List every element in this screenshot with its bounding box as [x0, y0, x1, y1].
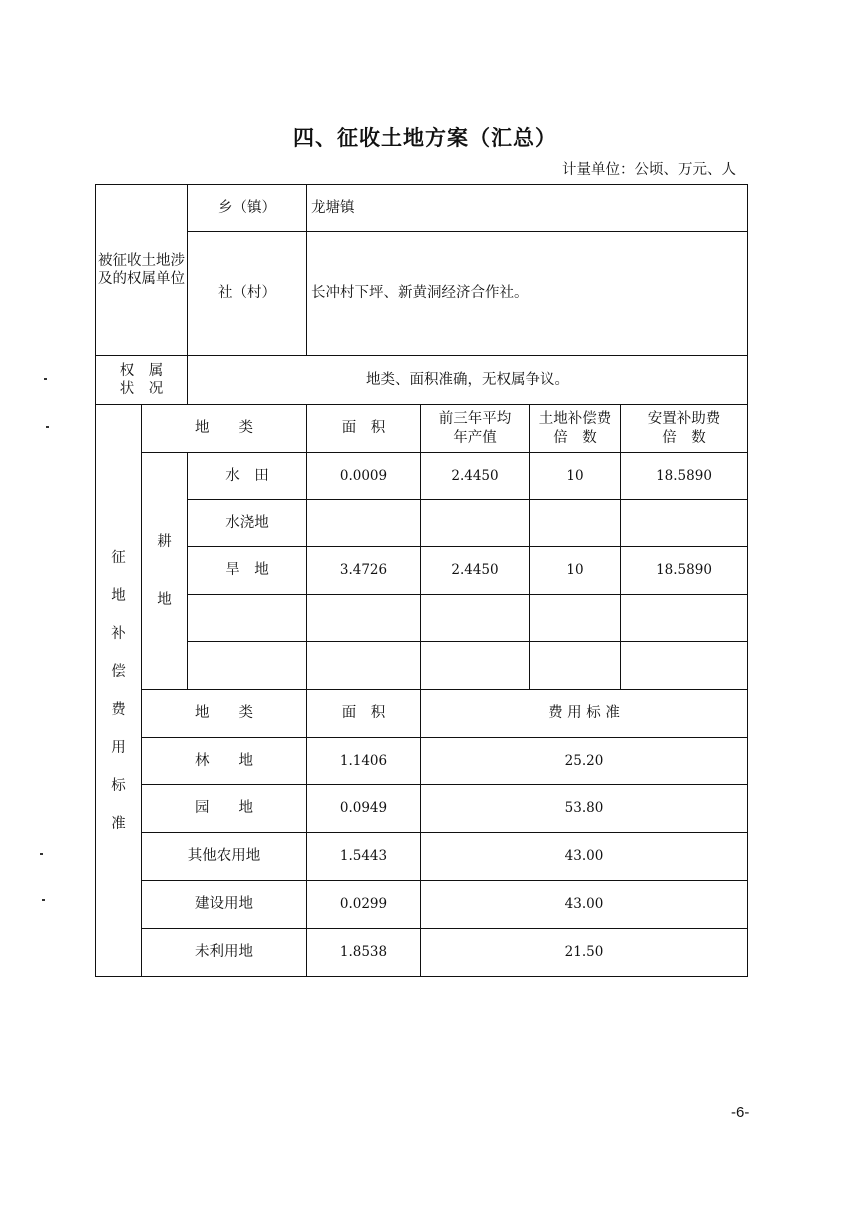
section-char: 征 — [111, 549, 126, 566]
header-line: 土地补偿费 — [538, 411, 612, 428]
page-number: -6- — [731, 1104, 750, 1121]
unit-note: 计量单位：公顷、万元、人 — [562, 162, 736, 178]
header-line: 倍 数 — [662, 429, 706, 446]
table-row — [96, 453, 748, 500]
resettle-multiple — [621, 642, 748, 690]
table-row — [96, 881, 748, 929]
township-row — [96, 185, 748, 232]
fee-standard: 25.20 — [421, 738, 748, 785]
section-char: 准 — [111, 815, 126, 832]
section-char: 偿 — [111, 663, 126, 680]
table-row — [96, 500, 748, 547]
scan-mark — [42, 899, 45, 901]
ownership-status-row — [96, 356, 748, 405]
resettle-multiple: 18.5890 — [621, 547, 748, 595]
page-title: 四、征收土地方案（汇总） — [293, 126, 557, 150]
header-line: 倍 数 — [553, 429, 597, 446]
avg-output — [421, 595, 530, 642]
land-type — [188, 595, 307, 642]
land-comp-multiple — [530, 642, 621, 690]
area: 0.0299 — [307, 881, 421, 929]
table-row — [96, 785, 748, 833]
header-resettle-multiple — [621, 405, 748, 453]
header-land-comp-multiple — [530, 405, 621, 453]
table-row — [96, 642, 748, 690]
fee-standard: 21.50 — [421, 929, 748, 977]
header-avg-output — [421, 405, 530, 453]
village-row — [96, 232, 748, 356]
land-acquisition-table — [95, 184, 748, 977]
table-row — [96, 738, 748, 785]
land-type: 未利用地 — [142, 929, 307, 977]
land-type: 其他农用地 — [142, 833, 307, 881]
group-char: 地 — [157, 592, 172, 608]
ownership-label-line: 及的权属单位 — [98, 271, 185, 287]
section-char: 费 — [111, 701, 126, 718]
fee-standard: 53.80 — [421, 785, 748, 833]
table-row — [96, 929, 748, 977]
ownership-status-value: 地类、面积准确，无权属争议。 — [188, 356, 748, 405]
avg-output — [421, 642, 530, 690]
area — [307, 500, 421, 547]
ownership-status-label — [96, 356, 188, 405]
section-char: 地 — [111, 587, 126, 604]
scan-mark — [40, 853, 43, 855]
land-comp-multiple — [530, 595, 621, 642]
cultivated-header-row — [96, 405, 748, 453]
land-type: 建设用地 — [142, 881, 307, 929]
land-type — [188, 642, 307, 690]
land-comp-multiple — [530, 500, 621, 547]
avg-output: 2.4450 — [421, 453, 530, 500]
fee-standard: 43.00 — [421, 833, 748, 881]
land-type: 园 地 — [142, 785, 307, 833]
area — [307, 595, 421, 642]
table-row — [96, 547, 748, 595]
header-line: 年产值 — [453, 429, 497, 446]
avg-output: 2.4450 — [421, 547, 530, 595]
resettle-multiple — [621, 500, 748, 547]
header-fee-standard: 费 用 标 准 — [421, 690, 748, 738]
header-line: 安置补助费 — [647, 411, 721, 428]
resettle-multiple — [621, 595, 748, 642]
village-value: 长冲村下坪、新黄洞经济合作社。 — [307, 232, 748, 356]
area: 1.1406 — [307, 738, 421, 785]
land-type: 林 地 — [142, 738, 307, 785]
group-char: 耕 — [157, 534, 172, 550]
fee-standard: 43.00 — [421, 881, 748, 929]
ownership-label-line: 被征收土地涉 — [98, 252, 185, 269]
land-type: 水浇地 — [188, 500, 307, 547]
header-land-type: 地 类 — [142, 690, 307, 738]
township-label: 乡（镇） — [188, 185, 307, 232]
cultivated-group-label — [142, 453, 188, 690]
land-comp-multiple: 10 — [530, 453, 621, 500]
status-label-line: 权 属 — [119, 362, 164, 379]
area — [307, 642, 421, 690]
other-header-row — [96, 690, 748, 738]
status-label-line: 状 况 — [119, 381, 164, 397]
township-value: 龙塘镇 — [307, 185, 748, 232]
compensation-section-label — [96, 405, 142, 977]
section-char: 补 — [111, 625, 126, 642]
header-area: 面 积 — [307, 405, 421, 453]
area: 1.5443 — [307, 833, 421, 881]
resettle-multiple: 18.5890 — [621, 453, 748, 500]
area: 3.4726 — [307, 547, 421, 595]
ownership-section-label — [96, 185, 188, 356]
area: 0.0009 — [307, 453, 421, 500]
header-line: 前三年平均 — [438, 411, 512, 428]
area: 1.8538 — [307, 929, 421, 977]
scan-mark — [46, 426, 49, 428]
header-land-type: 地 类 — [142, 405, 307, 453]
village-label: 社（村） — [188, 232, 307, 356]
header-area: 面 积 — [307, 690, 421, 738]
table-row — [96, 833, 748, 881]
land-type: 旱 地 — [188, 547, 307, 595]
land-type: 水 田 — [188, 453, 307, 500]
section-char: 标 — [111, 777, 126, 794]
table-row — [96, 595, 748, 642]
scan-mark — [44, 378, 47, 380]
section-char: 用 — [111, 739, 126, 756]
area: 0.0949 — [307, 785, 421, 833]
avg-output — [421, 500, 530, 547]
land-comp-multiple: 10 — [530, 547, 621, 595]
